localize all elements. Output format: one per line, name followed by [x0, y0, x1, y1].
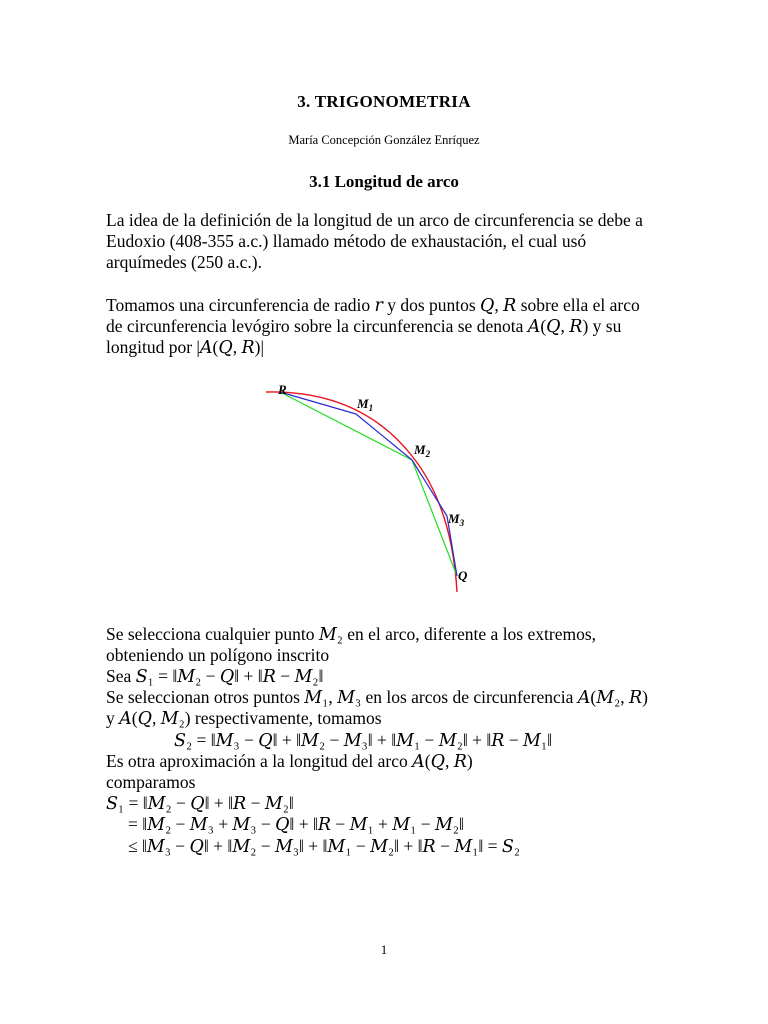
- paragraph1-line-3: arquímedes (250 a.c.).: [106, 252, 262, 272]
- label-m1-sub: 1: [368, 403, 374, 413]
- label-q: Q: [458, 568, 468, 583]
- section-heading: 3.1 Longitud de arco: [309, 172, 459, 191]
- author-name: María Concepción González Enríquez: [288, 133, 480, 147]
- label-m2-sub: 2: [425, 449, 431, 459]
- circle-arc: [266, 392, 457, 592]
- body-line-5: y 𝐴(𝑄, 𝑀₂) respectivamente, tomamos: [106, 708, 382, 728]
- label-m1-letter: M: [357, 396, 369, 411]
- page-title: 3. TRIGONOMETRIA: [297, 92, 471, 111]
- label-m3-sub: 3: [459, 518, 465, 528]
- chord-r-m1: [280, 392, 356, 414]
- label-m3: [447, 511, 465, 528]
- body-line-3: Sea 𝑆₁ = ‖𝑀₂ − 𝑄‖ + ‖𝑅 − 𝑀₂‖: [106, 666, 324, 686]
- body-line-9: 𝑆₁ = ‖𝑀₂ − 𝑄‖ + ‖𝑅 − 𝑀₂‖: [106, 793, 294, 813]
- body-line-7: Es otra aproximación a la longitud del arco 𝐴(𝑄, 𝑅): [106, 751, 473, 771]
- paragraph1-line-2: Eudoxio (408-355 a.c.) llamado método de exhaustación, el cual usó: [106, 231, 587, 251]
- label-m2-letter: M: [414, 442, 426, 457]
- body-line-2: obteniendo un polígono inscrito: [106, 645, 330, 665]
- chord-m2-m3: [412, 460, 447, 516]
- paragraph1-line-1: La idea de la definición de la longitud de un arco de circunferencia se debe a: [106, 210, 643, 230]
- body-line-11: ≤ ‖𝑀₃ − 𝑄‖ + ‖𝑀₂ − 𝑀₃‖ + ‖𝑀₁ − 𝑀₂‖ + ‖𝑅 − 𝑀₁‖ = 𝑆₂: [128, 836, 520, 856]
- chord-m1-m2: [356, 414, 412, 460]
- page-number: 1: [380, 942, 388, 957]
- paragraph2-line-3: longitud por |𝐴(𝑄, 𝑅)|: [106, 337, 264, 357]
- label-m2: [413, 442, 431, 459]
- label-r: R: [278, 382, 287, 397]
- label-m3-letter: M: [448, 511, 460, 526]
- body-line-10: = ‖𝑀₂ − 𝑀₃ + 𝑀₃ − 𝑄‖ + ‖𝑅 − 𝑀₁ + 𝑀₁ − 𝑀₂‖: [128, 814, 464, 834]
- body-line-6: 𝑆₂ = ‖𝑀₃ − 𝑄‖ + ‖𝑀₂ − 𝑀₃‖ + ‖𝑀₁ − 𝑀₂‖ + ‖𝑅 − 𝑀₁‖: [174, 730, 552, 750]
- body-line-8: comparamos: [106, 772, 196, 792]
- body-line-1: Se selecciona cualquier punto 𝑀₂ en el arco, diferente a los extremos,: [106, 624, 597, 644]
- body-line-4: Se seleccionan otros puntos 𝑀₁, 𝑀₃ en los arcos de circunferencia 𝐴(𝑀₂, 𝑅): [106, 687, 649, 707]
- chord-r-m2: [280, 392, 412, 460]
- paragraph2-line-1: Tomamos una circunferencia de radio 𝑟 y dos puntos 𝑄, 𝑅 sobre ella el arco: [106, 295, 640, 315]
- paragraph2-line-2: de circunferencia levógiro sobre la circunferencia se denota 𝐴(𝑄, 𝑅) y su: [106, 316, 622, 336]
- arc-diagram: [250, 376, 490, 596]
- label-m1: [356, 396, 373, 413]
